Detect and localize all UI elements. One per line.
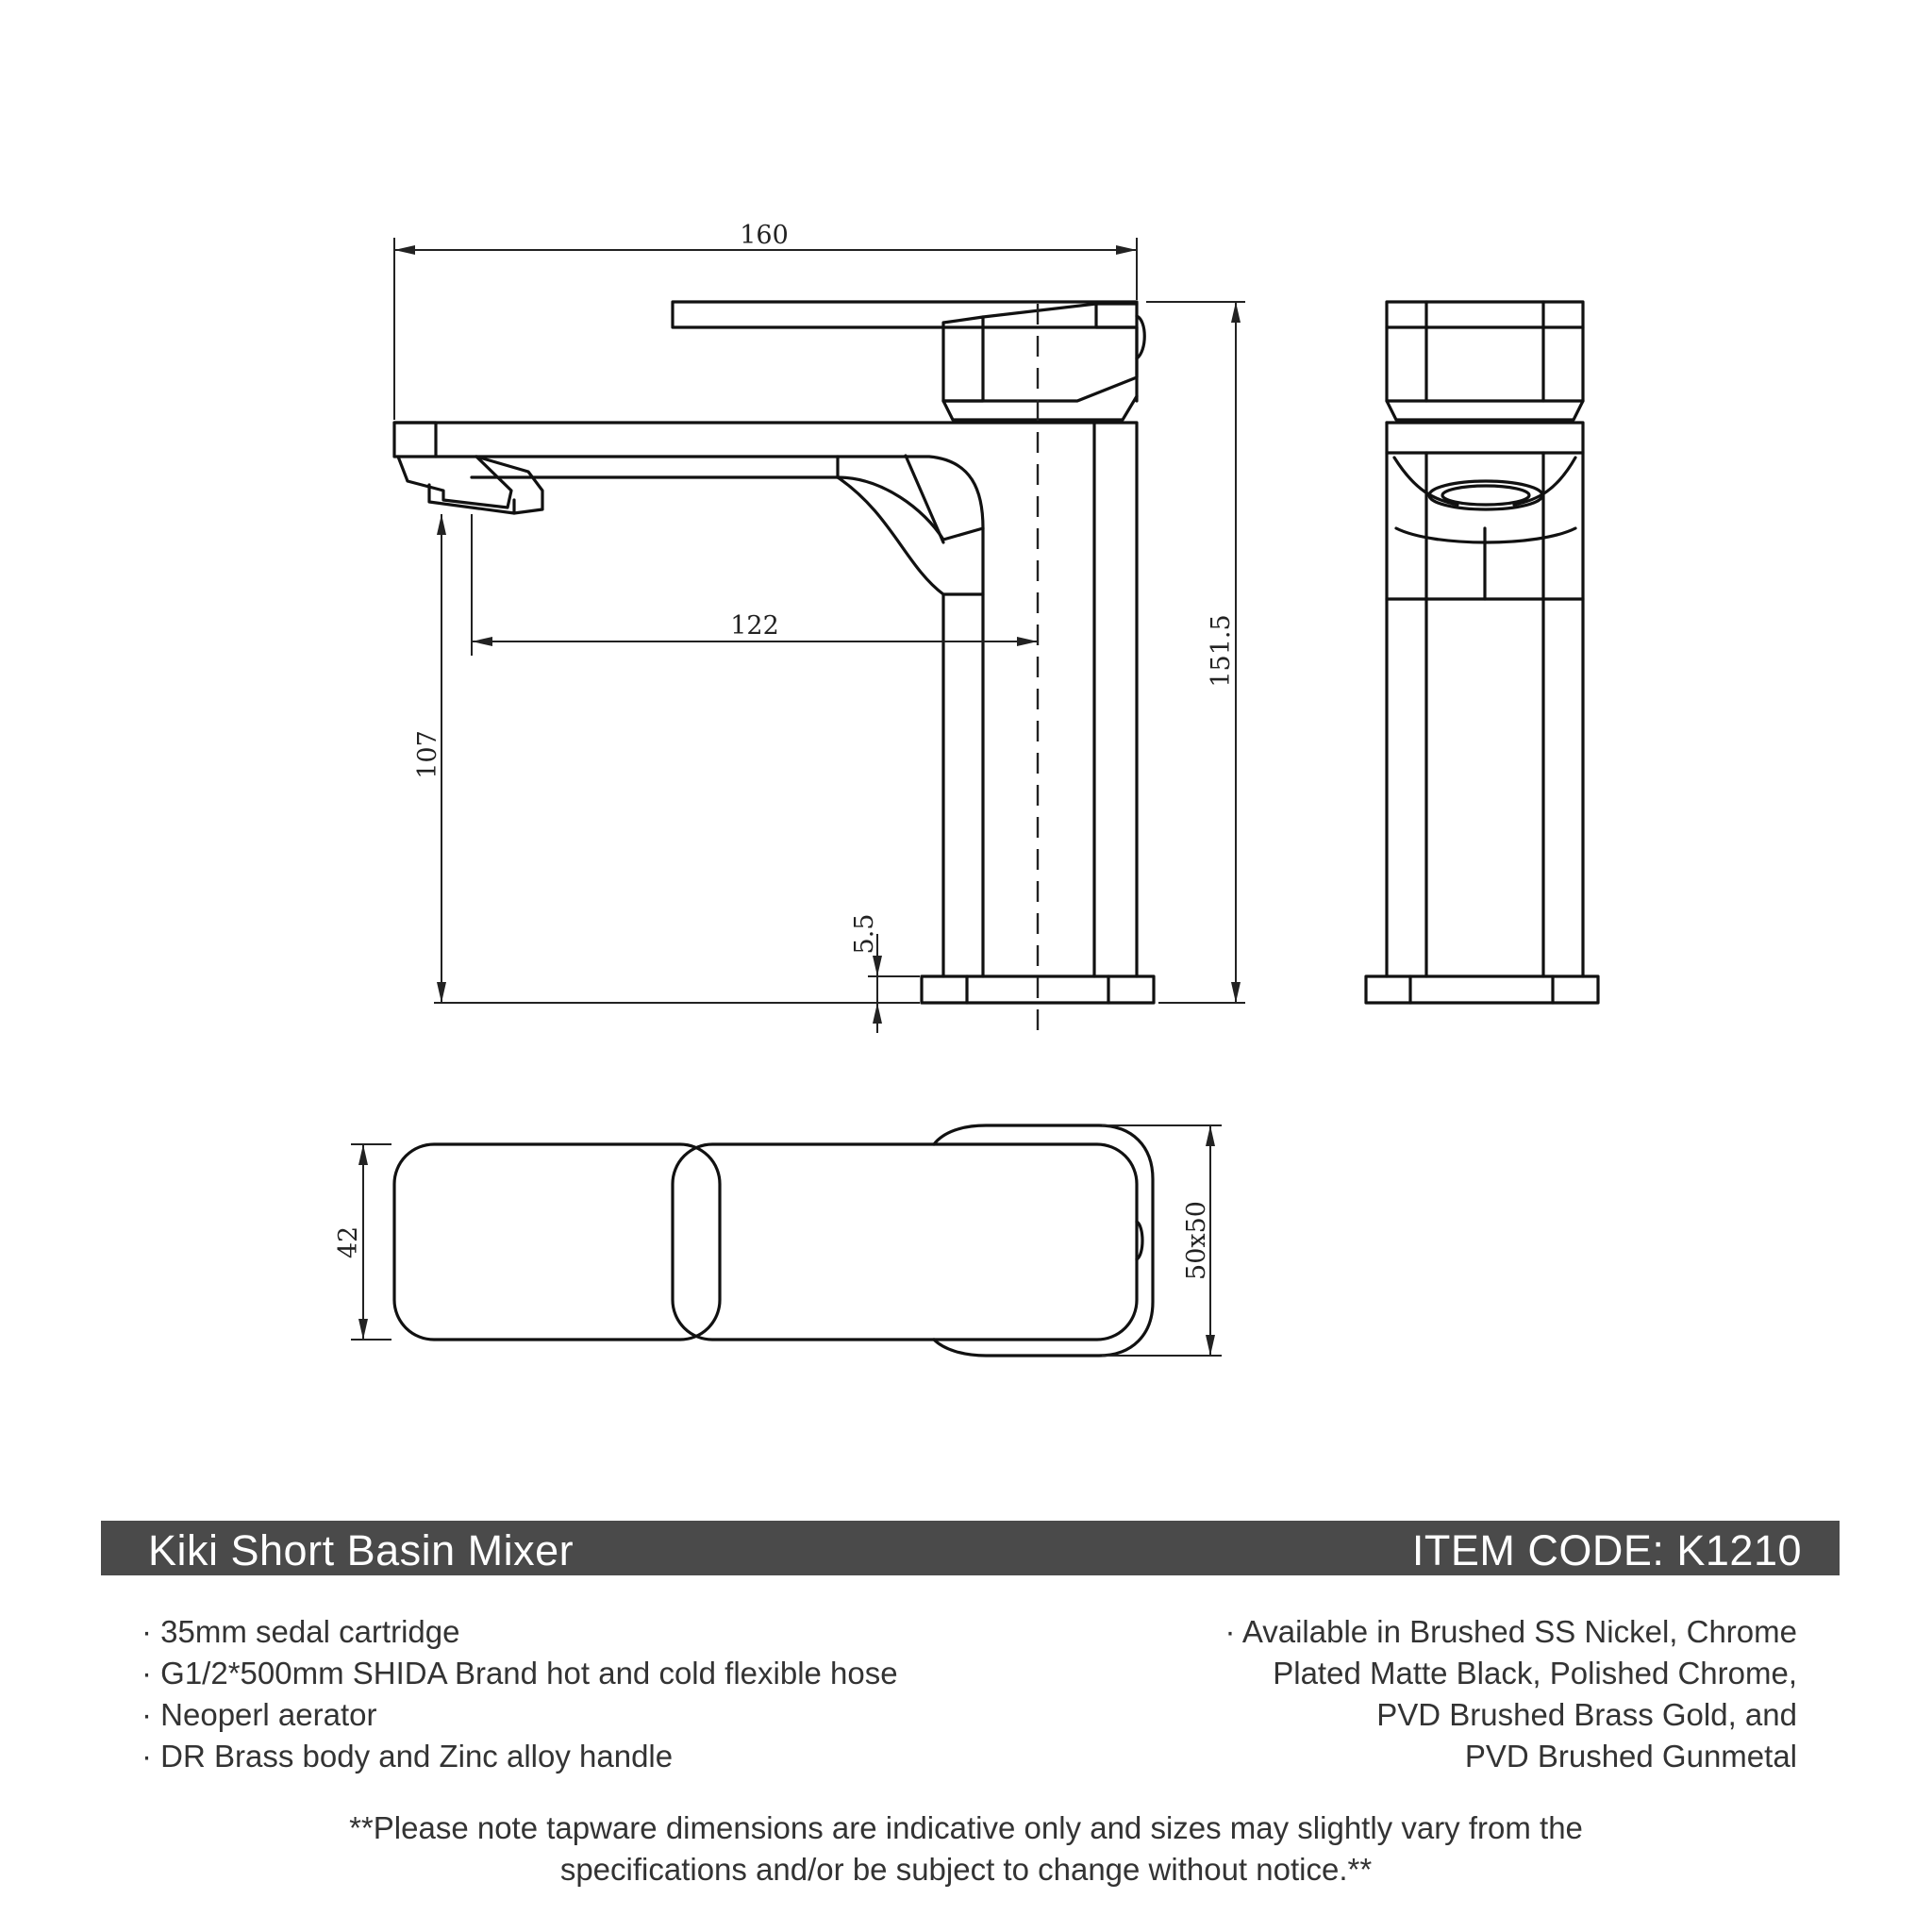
dim-label-42: 42 <box>334 1225 363 1259</box>
dim-label-151-5: 151.5 <box>1207 614 1236 688</box>
top-view <box>394 1125 1153 1356</box>
top-base <box>934 1125 1153 1356</box>
dim-overall-length <box>394 221 1137 420</box>
feature-item: · DR Brass body and Zinc alloy handle <box>142 1739 674 1774</box>
dim-base-thickness <box>850 914 920 1033</box>
feature-item: · 35mm sedal cartridge <box>142 1614 460 1649</box>
top-spout <box>394 1144 720 1340</box>
item-code: ITEM CODE: K1210 <box>1411 1526 1802 1574</box>
spout-top <box>394 423 1137 976</box>
feature-item: · G1/2*500mm SHIDA Brand hot and cold flexible hose <box>142 1656 898 1690</box>
handle-block <box>943 317 983 401</box>
dim-label-50x50: 50x50 <box>1182 1201 1211 1280</box>
dim-label-160: 160 <box>740 221 789 250</box>
dim-handle-width <box>334 1144 391 1340</box>
product-name: Kiki Short Basin Mixer <box>148 1526 575 1574</box>
front-base <box>1366 976 1598 1003</box>
front-handle <box>1387 302 1583 401</box>
top-handle <box>673 1144 1137 1340</box>
dim-label-5-5: 5.5 <box>850 913 879 955</box>
title-bar <box>101 1521 1840 1575</box>
finish-line: · Available in Brushed SS Nickel, Chrome <box>1224 1614 1797 1649</box>
disclaimer-line: **Please note tapware dimensions are indicative only and sizes may slightly vary from the <box>349 1810 1583 1845</box>
dim-label-122: 122 <box>730 611 779 641</box>
spout-underside <box>436 457 983 976</box>
aerator <box>398 457 511 508</box>
dim-overall-height <box>1146 302 1245 1003</box>
dim-base-size <box>1102 1125 1222 1356</box>
feature-item: · Neoperl aerator <box>142 1697 377 1732</box>
disclaimer <box>170 1807 1762 1890</box>
finish-list <box>948 1611 1797 1777</box>
dim-spout-height <box>413 514 920 1003</box>
feature-list <box>142 1611 991 1777</box>
dim-label-107: 107 <box>413 730 442 779</box>
side-view <box>394 302 1154 1030</box>
finish-line: PVD Brushed Brass Gold, and <box>1376 1697 1797 1732</box>
finish-line: Plated Matte Black, Polished Chrome, <box>1273 1656 1797 1690</box>
front-view <box>1366 302 1598 1003</box>
finish-line: PVD Brushed Gunmetal <box>1464 1739 1797 1774</box>
disclaimer-line: specifications and/or be subject to change without notice.** <box>559 1852 1373 1887</box>
